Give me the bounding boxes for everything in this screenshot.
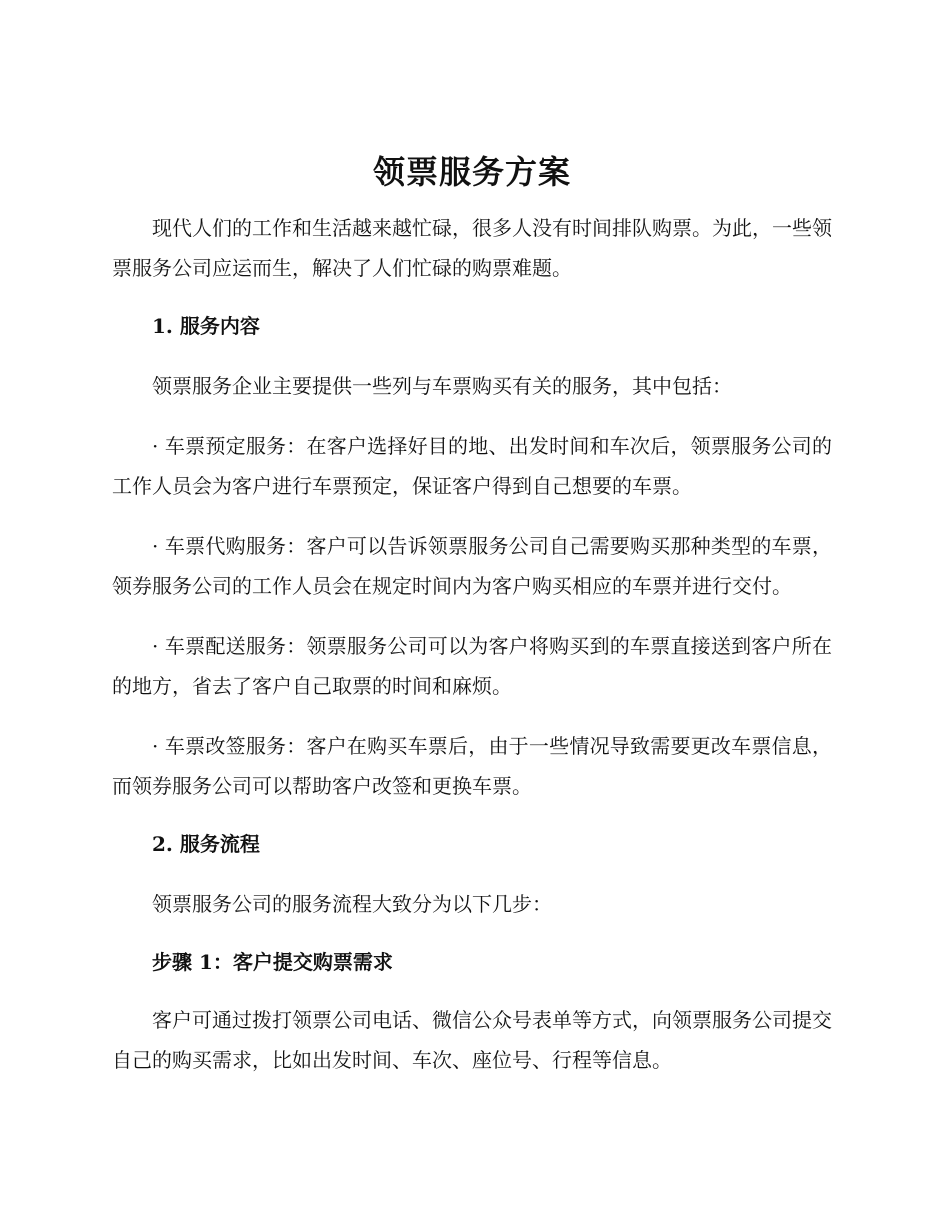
service-item-delivery: · 车票配送服务：领票服务公司可以为客户将购买到的车票直接送到客户所在的地方，省去了客户自己取票的时间和麻烦。	[112, 634, 832, 698]
step1-heading: 步骤 1：客户提交购票需求	[152, 950, 393, 974]
service-item-change: · 车票改签服务：客户在购买车票后，由于一些情况导致需要更改车票信息，而领券服务公司可以帮助客户改签和更换车票。	[112, 734, 832, 798]
section2-lead: 领票服务公司的服务流程大致分为以下几步：	[152, 892, 552, 916]
service-item-booking: · 车票预定服务：在客户选择好目的地、出发时间和车次后，领票服务公司的工作人员会为客户进行车票预定，保证客户得到自己想要的车票。	[112, 434, 832, 498]
service-item-purchase: · 车票代购服务：客户可以告诉领票服务公司自己需要购买那种类型的车票，领券服务公司的工作人员会在规定时间内为客户购买相应的车票并进行交付。	[112, 534, 832, 598]
section-heading-service-content: 1. 服务内容	[152, 314, 260, 338]
section1-lead: 领票服务企业主要提供一些列与车票购买有关的服务，其中包括：	[152, 374, 732, 398]
section-heading-service-process: 2. 服务流程	[152, 832, 260, 856]
document-title: 领票服务方案	[372, 153, 571, 191]
intro-paragraph: 现代人们的工作和生活越来越忙碌，很多人没有时间排队购票。为此，一些领票服务公司应运而生，解决了人们忙碌的购票难题。	[112, 216, 832, 280]
step1-body: 客户可通过拨打领票公司电话、微信公众号表单等方式，向领票服务公司提交自己的购买需求，比如出发时间、车次、座位号、行程等信息。	[112, 1008, 832, 1072]
